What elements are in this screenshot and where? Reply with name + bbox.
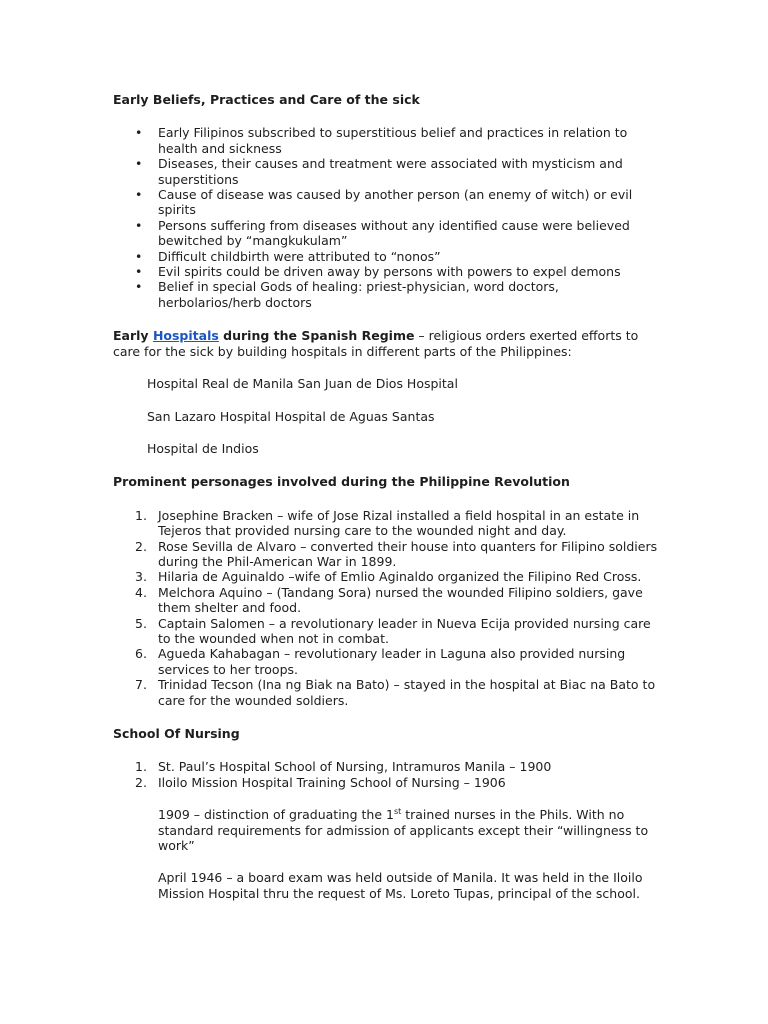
list-item [113, 646, 658, 677]
lead-text: Early [113, 328, 153, 344]
list-item [113, 156, 658, 187]
bullet-icon: • [135, 217, 143, 233]
list-item-text: Difficult childbirth were attributed to “nonos” [158, 248, 441, 264]
list-item [113, 187, 658, 218]
list-item [113, 279, 658, 310]
section-heading-revolution: Prominent personages involved during the Philippine Revolution [113, 474, 570, 490]
list-item [113, 125, 658, 156]
list-item-text: Agueda Kahabagan – revolutionary leader in Laguna also provided nursing services to her troops. [158, 646, 626, 677]
bullet-icon: • [135, 125, 143, 141]
document-page [113, 92, 658, 901]
list-item-text: Evil spirits could be driven away by persons with powers to expel demons [158, 264, 621, 280]
list-number: 6. [135, 646, 147, 662]
bullet-icon: • [135, 279, 143, 295]
schools-list [113, 759, 658, 790]
list-item [113, 249, 658, 264]
list-item-text: Rose Sevilla de Alvaro – converted their house into quanters for Filipino soldiers during the Phil-American War in 1899. [158, 538, 658, 569]
list-item-text: St. Paul’s Hospital School of Nursing, Intramuros Manila – 1900 [158, 759, 552, 775]
list-item [113, 616, 658, 647]
list-item-text: Hilaria de Aguinaldo –wife of Emlio Aginaldo organized the Filipino Red Cross. [158, 569, 642, 585]
paragraph-text: trained nurses in the Phils. With no standard requirements for admission of applicants except their “willingness to work” [158, 807, 649, 854]
list-number: 2. [135, 774, 147, 790]
bullet-icon: • [135, 248, 143, 264]
list-item [113, 759, 658, 774]
hospital-line: Hospital de Indios [147, 440, 259, 456]
section-heading-school: School Of Nursing [113, 726, 240, 741]
paragraph-text: – religious orders exerted efforts to care for the sick by building hospitals in different parts of the Philippines: [113, 328, 639, 359]
bullet-icon: • [135, 264, 143, 280]
list-number: 2. [135, 538, 147, 554]
list-number: 7. [135, 677, 147, 693]
list-item-text: Cause of disease was caused by another person (an enemy of witch) or evil spirits [158, 187, 633, 218]
list-number: 4. [135, 584, 147, 600]
spanish-regime-paragraph [113, 328, 658, 359]
list-item [113, 539, 658, 570]
beliefs-list [113, 125, 658, 310]
list-item-text: Captain Salomen – a revolutionary leader in Nueva Ecija provided nursing care to the wounded when not in combat. [158, 615, 651, 646]
hospital-line: San Lazaro Hospital Hospital de Aguas Santas [147, 408, 435, 424]
list-item [113, 508, 658, 539]
paragraph-1946: April 1946 – a board exam was held outside of Manila. It was held in the Iloilo Mission Hospital thru the request of Ms. Loreto Tupas, principal of the school. [158, 870, 643, 901]
list-item-text: Diseases, their causes and treatment were associated with mysticism and superstitions [158, 156, 623, 187]
list-item [113, 218, 658, 249]
bullet-icon: • [135, 156, 143, 172]
list-number: 1. [135, 759, 147, 775]
list-item-text: Iloilo Mission Hospital Training School of Nursing – 1906 [158, 774, 506, 790]
list-item-text: Josephine Bracken – wife of Jose Rizal installed a field hospital in an estate in Tejeros that provided nursing care to the wounded night and day. [158, 507, 640, 539]
list-item-text: Early Filipinos subscribed to superstitious belief and practices in relation to health and sickness [158, 125, 628, 156]
paragraph-1909 [113, 807, 658, 853]
lead-text-bold: during the Spanish Regime [218, 328, 415, 344]
list-item-text: Belief in special Gods of healing: priest-physician, word doctors, herbolarios/herb doctors [158, 279, 559, 310]
list-item-text: Trinidad Tecson (Ina ng Biak na Bato) – stayed in the hospital at Biac na Bato to care for the wounded soldiers. [158, 677, 656, 708]
personages-list [113, 508, 658, 708]
list-item-text: Persons suffering from diseases without any identified cause were believed bewitched by “mangkukulam” [158, 217, 630, 249]
hospital-line: Hospital Real de Manila San Juan de Dios Hospital [147, 376, 458, 392]
list-item [113, 264, 658, 279]
bullet-icon: • [135, 187, 143, 203]
list-item [113, 585, 658, 616]
list-number: 1. [135, 507, 147, 523]
paragraph-text: 1909 – distinction of graduating the 1 [158, 807, 394, 823]
superscript: st [393, 807, 402, 817]
section-heading-early-beliefs: Early Beliefs, Practices and Care of the sick [113, 92, 420, 107]
list-number: 3. [135, 569, 147, 585]
hospitals-link[interactable]: Hospitals [152, 328, 219, 344]
list-item [113, 775, 658, 790]
list-item [113, 677, 658, 708]
list-item-text: Melchora Aquino – (Tandang Sora) nursed the wounded Filipino soldiers, gave them shelter and food. [158, 584, 643, 616]
list-item [113, 569, 658, 584]
list-number: 5. [135, 615, 147, 631]
